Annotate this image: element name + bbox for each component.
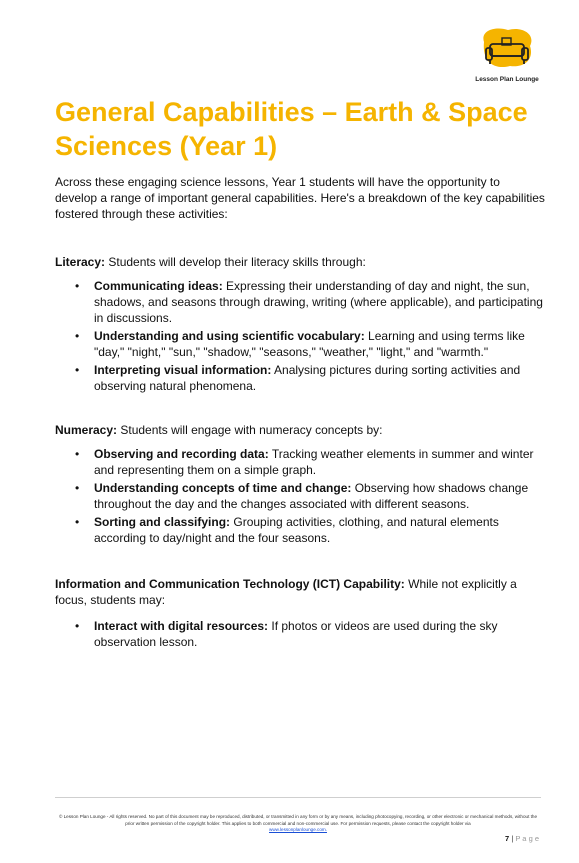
item-text: Expressing their understanding of day and night, the sun, shadows, and seasons through drawing, writing (where applicable), and participating in discussions. xyxy=(94,279,543,325)
page-number-separator: | xyxy=(511,834,514,843)
bullet-icon: • xyxy=(75,619,80,633)
bullet-icon: • xyxy=(75,363,80,377)
item-term: Sorting and classifying: xyxy=(94,515,231,529)
item-text: Grouping activities, clothing, and natural elements according to day/night and the four seasons. xyxy=(94,515,499,545)
item-text: If photos or videos are used during the sky observation lesson. xyxy=(94,619,498,649)
item-term: Observing and recording data: xyxy=(94,447,269,461)
ict-list xyxy=(55,618,545,652)
section-lead: While not explicitly a focus, students may: xyxy=(55,577,517,607)
item-text: Tracking weather elements in summer and winter and representing them on a simple graph. xyxy=(94,447,534,477)
footer-text: © Lesson Plan Lounge - All rights reserved. No part of this document may be reproduced, distributed, or transmitted in any form or by any means, including photocopying, recording, or other electronic or mechanical methods, without the prior written permission of the copyright holder. This applies to both commercial and non-commercial use. For permission requests, please contact the copyright holder via xyxy=(58,814,538,826)
list-item xyxy=(55,514,545,546)
section-literacy-heading xyxy=(55,254,545,270)
page-label: P a g e xyxy=(515,834,539,843)
numeracy-list xyxy=(55,446,545,548)
logo xyxy=(472,26,542,82)
logo-text: Lesson Plan Lounge xyxy=(475,76,539,83)
item-text: Analysing pictures during sorting activities and observing natural phenomena. xyxy=(94,363,521,393)
item-term: Understanding concepts of time and change: xyxy=(94,481,352,495)
page-title: General Capabilities – Earth & Space Sciences (Year 1) xyxy=(55,97,528,161)
footer-divider xyxy=(55,797,541,798)
bullet-icon: • xyxy=(75,447,80,461)
page-number-value: 7 xyxy=(505,834,510,843)
bullet-icon: • xyxy=(75,481,80,495)
item-text: Learning and using terms like "day," "night," "sun," "shadow," "seasons," "weather," "light," and "warmth." xyxy=(94,329,525,359)
section-heading-label: Numeracy: xyxy=(55,423,118,437)
list-item xyxy=(55,362,545,394)
list-item xyxy=(55,480,545,512)
section-lead: Students will develop their literacy skills through: xyxy=(105,255,366,269)
item-text: Observing how shadows change throughout the day and the changes associated with different seasons. xyxy=(94,481,529,511)
section-lead: Students will engage with numeracy concepts by: xyxy=(117,423,383,437)
section-heading-label: Information and Communication Technology (ICT) Capability: xyxy=(55,577,405,591)
bullet-icon: • xyxy=(75,515,80,529)
item-term: Interact with digital resources: xyxy=(94,619,269,633)
intro-paragraph: Across these engaging science lessons, Year 1 students will have the opportunity to develop a range of important general capabilities. Here's a breakdown of the key capabilities fostered through these activities: xyxy=(55,175,545,221)
list-item xyxy=(55,618,545,650)
footer-copyright xyxy=(58,814,538,834)
couch-logo-icon xyxy=(478,26,536,72)
list-item xyxy=(55,278,545,326)
literacy-list xyxy=(55,278,545,396)
list-item xyxy=(55,446,545,478)
footer-website-link[interactable]: www.lessonplanlounge.com. xyxy=(269,827,327,832)
section-numeracy-heading xyxy=(55,422,545,438)
bullet-icon: • xyxy=(75,329,80,343)
section-heading-label: Literacy: xyxy=(55,255,106,269)
item-term: Interpreting visual information: xyxy=(94,363,272,377)
page-number xyxy=(505,834,539,843)
bullet-icon: • xyxy=(75,279,80,293)
section-ict-heading xyxy=(55,576,545,608)
item-term: Understanding and using scientific vocabulary: xyxy=(94,329,365,343)
list-item xyxy=(55,328,545,360)
item-term: Communicating ideas: xyxy=(94,279,223,293)
